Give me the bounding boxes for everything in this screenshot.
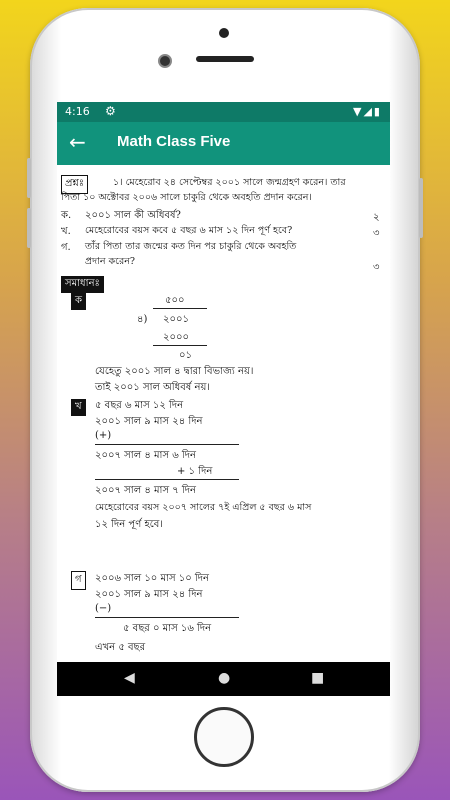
volume-button [27, 208, 31, 248]
answer-line: তাই ২০০১ সাল অধিবর্ষ নয়। [95, 382, 210, 393]
division-quotient: ৫০০ [165, 295, 185, 306]
nav-recents-icon[interactable]: ■ [311, 670, 325, 686]
answer-line: মেহেরোবের বয়স ২০০৭ সালের ৭ই এপ্রিল ৫ বছর ৬ মাস [95, 502, 312, 513]
app-bar [57, 122, 390, 165]
division-line [153, 308, 207, 309]
calc-line [95, 444, 239, 445]
content-page[interactable] [57, 165, 390, 662]
android-nav-bar [57, 662, 390, 696]
subq-text: মেহেরোবের বয়স কবে ৫ বছর ৬ মাস ১২ দিন পূর্ণ হবে? [85, 225, 293, 236]
calc-line [95, 617, 239, 618]
division-line [153, 345, 207, 346]
calc-row: ৫ বছর ০ মাস ১৬ দিন [123, 623, 212, 634]
calc-row: + ১ দিন [177, 466, 213, 477]
power-button [419, 178, 423, 238]
part-kha-tag: খ [71, 399, 86, 416]
subq-mark: ২ [373, 212, 380, 223]
calc-line [95, 479, 239, 480]
front-camera [158, 54, 172, 68]
nav-back-icon[interactable]: ◀ [124, 670, 135, 686]
question-line: পিতা ১০ অক্টোবর ২০০৬ সালে চাকুরি থেকে অবহতি প্রদান করেন। [61, 192, 312, 203]
settings-icon: ⚙ [105, 104, 116, 118]
subq-label: ক. [61, 210, 72, 221]
phone-screen [57, 102, 390, 696]
question-tag: প্রশ্নঃ [61, 175, 88, 194]
part-ga-tag: গ [71, 571, 86, 590]
calc-row: ২০০৬ সাল ১০ মাস ১০ দিন [95, 573, 209, 584]
status-bar [57, 102, 390, 122]
calc-row: ৫ বছর ৬ মাস ১২ দিন [95, 400, 184, 411]
subq-text: তাঁর পিতা তার জন্মের কত দিন পর চাকুরি থেকে অবহতি [85, 241, 297, 252]
subq-mark: ৩ [373, 262, 380, 273]
answer-line: ১২ দিন পূর্ণ হবে। [95, 519, 163, 530]
earpiece-speaker [196, 56, 254, 62]
division-dividend: ২০০১ [163, 314, 189, 325]
status-time: 4:16 [65, 105, 90, 118]
back-arrow-icon[interactable]: ← [69, 130, 86, 154]
calc-operator: (−) [95, 603, 112, 614]
nav-home-icon[interactable]: ● [218, 670, 231, 686]
question-line: ১। মেহেরোব ২৪ সেপ্টেম্বর ২০০১ সালে জন্মগ্রহণ করেন। তার [113, 177, 346, 188]
part-ka-tag: ক [71, 293, 86, 310]
solution-tag: সমাধানঃ [61, 276, 104, 293]
calc-operator: (+) [95, 430, 112, 441]
app-title: Math Class Five [117, 133, 231, 150]
division-subtract: ২০০০ [163, 332, 190, 343]
subq-label: গ. [61, 242, 71, 253]
subq-mark: ৩ [373, 228, 380, 239]
subq-text: ২০০১ সাল কী অধিবর্ষ? [85, 210, 181, 221]
calc-row: ২০০১ সাল ৯ মাস ২৪ দিন [95, 416, 203, 427]
signal-battery-icons: ▼◢▮ [353, 105, 382, 118]
subq-label: খ. [61, 226, 71, 237]
home-button[interactable] [194, 707, 254, 767]
answer-line: যেহেতু ২০০১ সাল ৪ দ্বারা বিভাজ্য নয়। [95, 366, 254, 377]
calc-row: ২০০৭ সাল ৪ মাস ৭ দিন [95, 485, 196, 496]
calc-row: ২০০১ সাল ৯ মাস ২৪ দিন [95, 589, 203, 600]
volume-button [27, 158, 31, 198]
division-divisor: ৪) [137, 314, 148, 325]
division-remainder: ০১ [179, 350, 192, 361]
calc-row: এখন ৫ বছর [95, 642, 146, 653]
calc-row: ২০০৭ সাল ৪ মাস ৬ দিন [95, 450, 196, 461]
camera-dot [219, 28, 229, 38]
subq-text: প্রদান করেন? [85, 256, 135, 267]
